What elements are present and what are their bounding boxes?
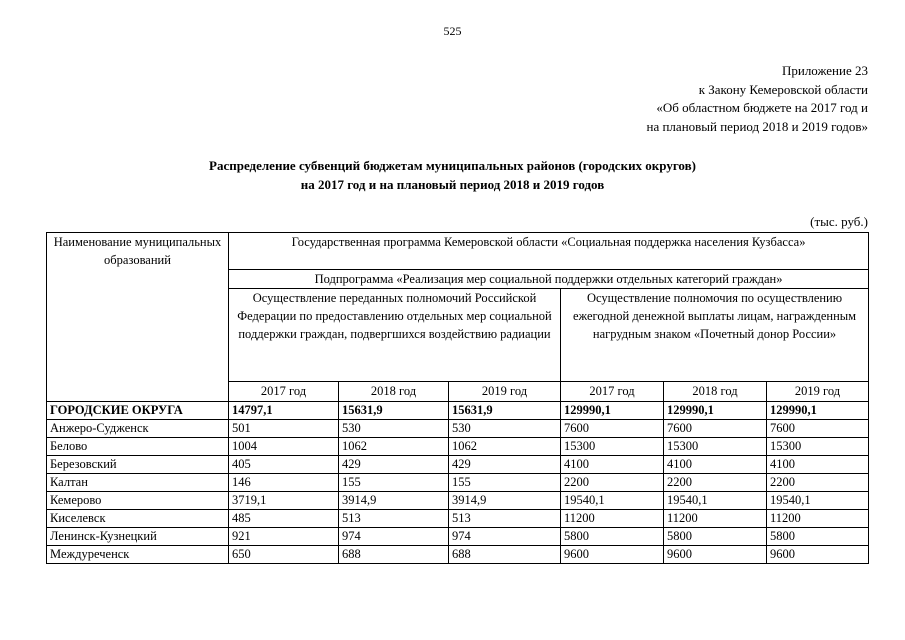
header-name: Наименование муниципальных образований <box>47 233 229 402</box>
year-header: 2017 год <box>229 382 339 402</box>
row-name: Кемерово <box>47 492 229 510</box>
row-value: 19540,1 <box>664 492 767 510</box>
row-value: 513 <box>449 510 561 528</box>
row-value: 485 <box>229 510 339 528</box>
row-name: ГОРОДСКИЕ ОКРУГА <box>47 402 229 420</box>
row-value: 1004 <box>229 438 339 456</box>
row-value: 5800 <box>664 528 767 546</box>
header-subprogram: Подпрограмма «Реализация мер социальной поддержки отдельных категорий граждан» <box>229 270 869 289</box>
table-row <box>47 438 869 456</box>
row-value: 513 <box>339 510 449 528</box>
title-line-2: на 2017 год и на плановый период 2018 и 2019 годов <box>300 177 605 192</box>
table-row <box>47 510 869 528</box>
row-value: 1062 <box>449 438 561 456</box>
table-row <box>47 474 869 492</box>
appendix-line-4: на плановый период 2018 и 2019 годов» <box>646 118 868 134</box>
table-row <box>47 420 869 438</box>
row-value: 688 <box>449 546 561 564</box>
row-value: 974 <box>449 528 561 546</box>
row-value: 921 <box>229 528 339 546</box>
row-value: 4100 <box>664 456 767 474</box>
row-value: 530 <box>449 420 561 438</box>
row-value: 2200 <box>767 474 869 492</box>
header-group-radiation: Осуществление переданных полномочий Российской Федерации по предоставлению отдельных мер социальной поддержки граждан, подвергшихся воздействию радиации <box>229 289 561 382</box>
row-value: 5800 <box>767 528 869 546</box>
row-value: 155 <box>449 474 561 492</box>
appendix-line-3: «Об областном бюджете на 2017 год и <box>656 100 868 115</box>
row-value: 15631,9 <box>339 402 449 420</box>
row-name: Киселевск <box>47 510 229 528</box>
row-value: 11200 <box>561 510 664 528</box>
row-value: 9600 <box>767 546 869 564</box>
row-name: Белово <box>47 438 229 456</box>
appendix-line-2: к Закону Кемеровской области <box>698 81 868 97</box>
row-value: 15631,9 <box>449 402 561 420</box>
year-header: 2017 год <box>561 382 664 402</box>
row-value: 9600 <box>664 546 767 564</box>
units-label: (тыс. руб.) <box>810 214 868 229</box>
row-value: 501 <box>229 420 339 438</box>
row-value: 11200 <box>767 510 869 528</box>
row-value: 129990,1 <box>767 402 869 420</box>
row-value: 19540,1 <box>767 492 869 510</box>
row-name: Анжеро-Судженск <box>47 420 229 438</box>
row-value: 19540,1 <box>561 492 664 510</box>
page-number: 525 <box>443 24 462 38</box>
row-value: 974 <box>339 528 449 546</box>
appendix-line-1: Приложение 23 <box>781 63 868 78</box>
row-value: 15300 <box>561 438 664 456</box>
row-value: 3914,9 <box>449 492 561 510</box>
row-name: Калтан <box>47 474 229 492</box>
table-row <box>47 456 869 474</box>
year-header: 2019 год <box>767 382 869 402</box>
row-value: 3914,9 <box>339 492 449 510</box>
row-value: 146 <box>229 474 339 492</box>
row-value: 129990,1 <box>561 402 664 420</box>
subventions-table <box>46 232 869 564</box>
row-value: 405 <box>229 456 339 474</box>
row-name: Ленинск-Кузнецкий <box>47 528 229 546</box>
row-value: 15300 <box>767 438 869 456</box>
row-value: 11200 <box>664 510 767 528</box>
year-header: 2019 год <box>449 382 561 402</box>
row-name: Березовский <box>47 456 229 474</box>
row-value: 7600 <box>767 420 869 438</box>
row-value: 4100 <box>561 456 664 474</box>
document-title <box>0 156 905 194</box>
appendix-block <box>647 62 869 136</box>
row-value: 2200 <box>664 474 767 492</box>
row-value: 650 <box>229 546 339 564</box>
row-value: 14797,1 <box>229 402 339 420</box>
row-value: 429 <box>449 456 561 474</box>
row-value: 5800 <box>561 528 664 546</box>
row-value: 129990,1 <box>664 402 767 420</box>
table-row <box>47 492 869 510</box>
row-value: 530 <box>339 420 449 438</box>
table-row <box>47 528 869 546</box>
row-value: 2200 <box>561 474 664 492</box>
row-value: 4100 <box>767 456 869 474</box>
row-value: 155 <box>339 474 449 492</box>
title-line-1: Распределение субвенций бюджетам муниципальных районов (городских округов) <box>209 158 696 173</box>
row-value: 1062 <box>339 438 449 456</box>
header-group-donor: Осуществление полномочия по осуществлению ежегодной денежной выплаты лицам, награжденным нагрудным знаком «Почетный донор России» <box>561 289 869 382</box>
row-value: 429 <box>339 456 449 474</box>
row-value: 3719,1 <box>229 492 339 510</box>
row-value: 688 <box>339 546 449 564</box>
row-value: 15300 <box>664 438 767 456</box>
row-value: 7600 <box>561 420 664 438</box>
table-row <box>47 546 869 564</box>
year-header: 2018 год <box>664 382 767 402</box>
row-value: 7600 <box>664 420 767 438</box>
year-header: 2018 год <box>339 382 449 402</box>
header-program: Государственная программа Кемеровской области «Социальная поддержка населения Кузбасса» <box>229 233 869 270</box>
table-row <box>47 402 869 420</box>
row-name: Междуреченск <box>47 546 229 564</box>
row-value: 9600 <box>561 546 664 564</box>
